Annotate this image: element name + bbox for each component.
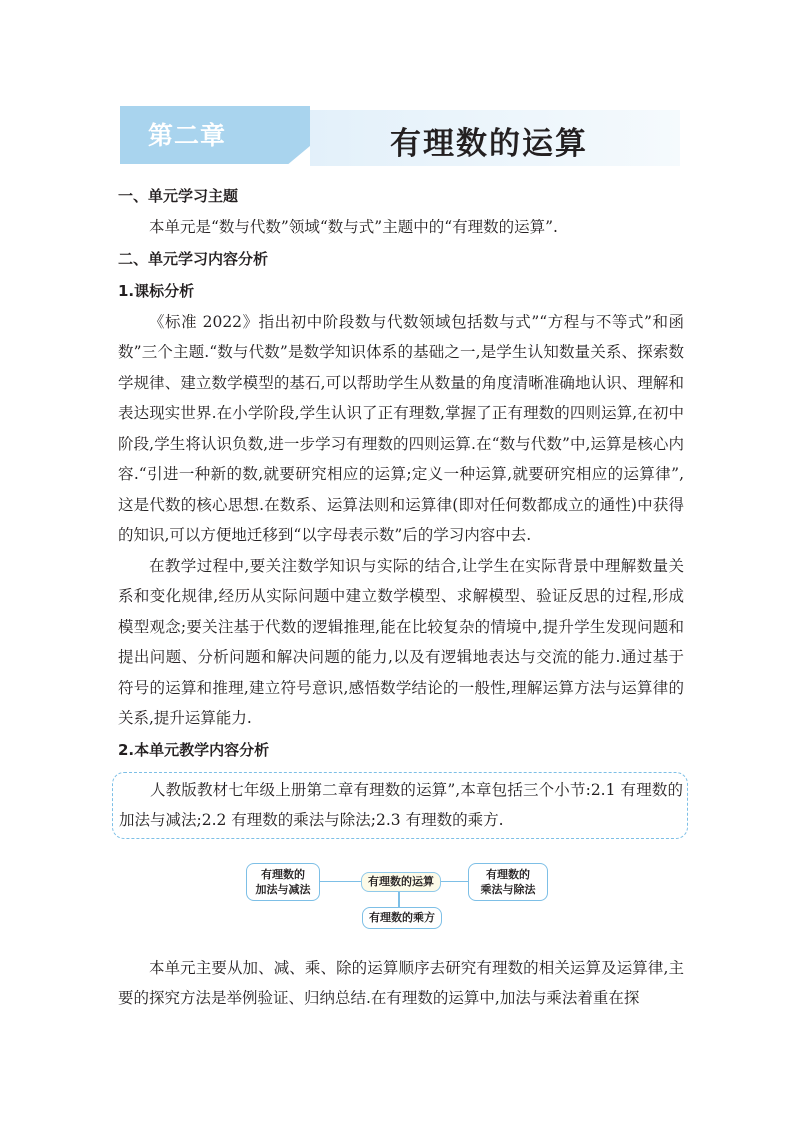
connector-right: [438, 881, 470, 883]
textbook-note-box: [112, 772, 688, 839]
node-left-line2: 加法与减法: [255, 882, 311, 896]
diagram-node-power: [362, 907, 442, 929]
document-body: [118, 180, 684, 1014]
node-right-line1: 有理数的: [486, 867, 530, 881]
diagram-node-center: [361, 872, 441, 892]
curriculum-paragraph-2: 在教学过程中,要关注数学知识与实际的结合,让学生在实际背景中理解数量关系和变化规律,经历从实际问题中建立数学模型、求解模型、验证反思的过程,形成模型观念;要关注基于代数的逻辑推理,能在比较复杂的情境中,提升学生发现问题和提出问题、分析问题和解决问题的能力,以及有逻辑地表达与交流的能力.通过基于符号的运算和推理,建立符号意识,感悟数学结论的一般性,理解运算方法与运算律的关系,提升运算能力.: [118, 556, 684, 727]
chapter-banner: [120, 106, 680, 166]
chapter-label: 第二章: [148, 121, 227, 150]
subsection-heading-content: 2.本单元教学内容分析: [118, 740, 270, 759]
diagram-node-addition-subtraction: [246, 863, 320, 901]
connector-left: [318, 881, 362, 883]
section-1-text: 本单元是“数与代数”领域“数与式”主题中的“有理数的运算”.: [149, 218, 558, 236]
chapter-title: 有理数的运算: [390, 126, 588, 162]
section-heading-2: 二、单元学习内容分析: [118, 249, 269, 268]
connector-down: [398, 890, 400, 908]
section-heading-1: 一、单元学习主题: [118, 187, 239, 205]
curriculum-paragraph-1: 《标准 2022》指出初中阶段数与代数领域包括数与式”“方程与不等式”和函数”三个主题.“数与代数”是数学知识体系的基础之一,是学生认知数量关系、探索数学规律、建立数学模型的基石,可以帮助学生从数量的角度清晰准确地认识、理解和表达现实世界.在小学阶段,学生认识了正有理数,掌握了正有理数的四则运算,在初中阶段,学生将认识负数,进一步学习有理数的四则运算.在“数与代数”中,运算是核心内容.“引进一种新的数,就要研究相应的运算;定义一种运算,就要研究相应的运算律”,这是代数的核心思想.在数系、运算法则和运算律(即对任何数都成立的通性)中获得的知识,可以方便地迁移到“以字母表示数”后的学习内容中去.: [118, 312, 684, 544]
node-right-line2: 乘法与除法: [480, 882, 536, 896]
unit-structure-diagram: [118, 849, 684, 969]
subsection-heading-curriculum: 1.课标分析: [118, 281, 195, 300]
unit-content-paragraph: 本单元主要从加、减、乘、除的运算顺序去研究有理数的相关运算及运算律,主要的探究方法是举例验证、归纳总结.在有理数的运算中,加法与乘法着重在探: [118, 958, 684, 1007]
node-bottom-label: 有理数的乘方: [369, 911, 435, 924]
textbook-note-text: 人教版教材七年级上册第二章有理数的运算”,本章包括三个小节:2.1 有理数的加法与减法;2.2 有理数的乘法与除法;2.3 有理数的乘方.: [119, 780, 683, 829]
diagram-node-multiplication-division: [468, 863, 548, 901]
node-center-label: 有理数的运算: [368, 875, 434, 888]
node-left-line1: 有理数的: [261, 867, 305, 881]
